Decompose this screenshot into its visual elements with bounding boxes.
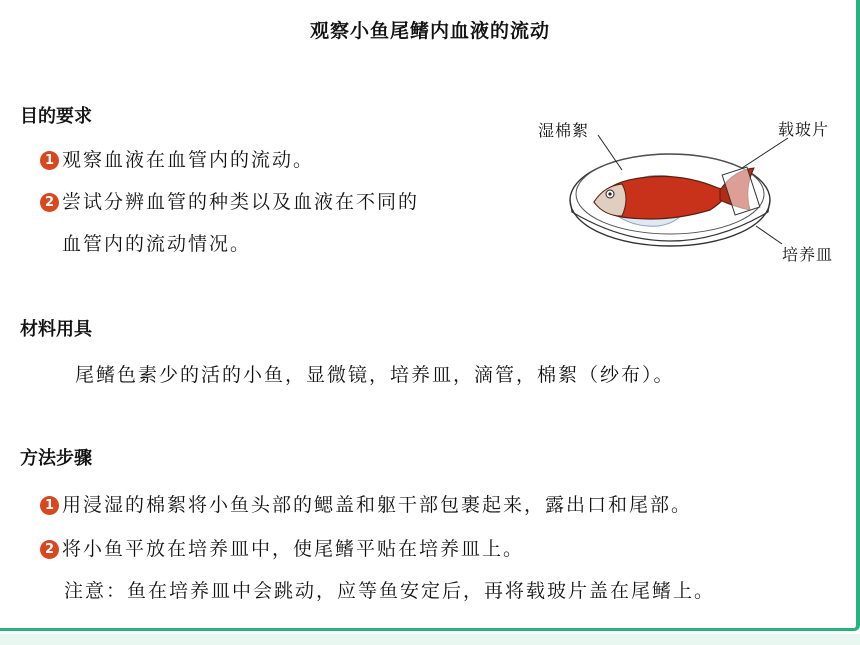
materials-text: 尾鳍色素少的活的小鱼，显微镜，培养皿，滴管，棉絮（纱布）。: [75, 364, 675, 386]
goal-text: 尝试分辨血管的种类以及血液在不同的: [62, 191, 420, 213]
method-step-text: 用浸湿的棉絮将小鱼头部的鳃盖和躯干部包裹起来，露出口和尾部。: [62, 494, 693, 516]
cover-slide: [722, 167, 760, 215]
materials-heading: 材料用具: [20, 319, 92, 340]
page-title: 观察小鱼尾鳍内血液的流动: [309, 20, 550, 42]
method-step-2: [40, 534, 524, 561]
bottom-strip: [0, 634, 860, 645]
goal-text: 观察血液在血管内的流动。: [62, 149, 315, 171]
goals-heading: 目的要求: [20, 106, 92, 127]
method-heading: 方法步骤: [20, 448, 92, 469]
label-petri-dish: 培养皿: [782, 245, 834, 264]
number-badge: 2: [40, 540, 59, 559]
method-step-text: 将小鱼平放在培养皿中，使尾鳍平贴在培养皿上。: [62, 538, 525, 560]
number-badge: 1: [40, 151, 59, 170]
number-badge: 2: [40, 193, 59, 212]
goal-item-2-continued: 血管内的流动情况。: [62, 233, 252, 255]
fish-in-dish-illustration: [560, 130, 790, 270]
label-wet-cotton: 湿棉絮: [538, 121, 590, 140]
number-badge: 1: [40, 496, 59, 515]
method-note: 注意：鱼在培养皿中会跳动，应等鱼安定后，再将载玻片盖在尾鳍上。: [64, 580, 716, 602]
goal-item-1: [40, 145, 314, 172]
goal-item-2: [40, 187, 419, 214]
fish-head: [594, 184, 626, 216]
method-step-1: [40, 490, 692, 517]
label-cover-slide: 载玻片: [778, 120, 830, 139]
